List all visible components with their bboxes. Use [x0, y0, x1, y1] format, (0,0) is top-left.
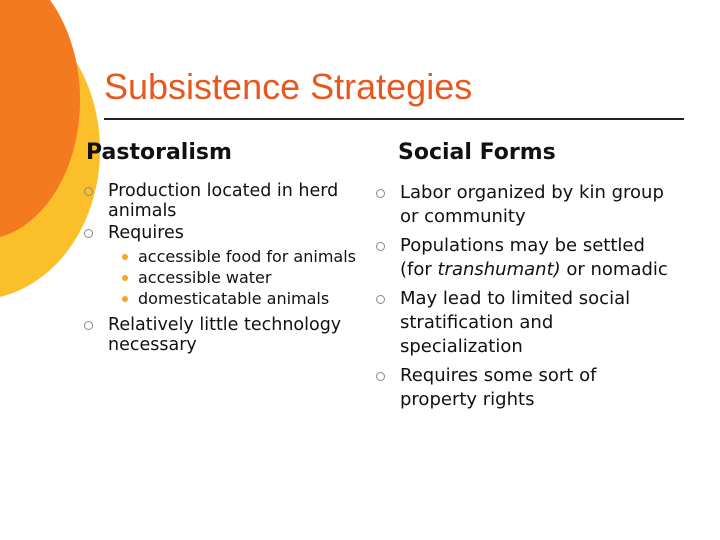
list-item	[56, 315, 356, 355]
requirements-sublist	[108, 247, 356, 309]
social-forms-column	[368, 140, 668, 417]
list-item-text: Labor organized by kin group or community	[400, 182, 664, 227]
list-item-text: May lead to limited social stratification and specialization	[400, 288, 631, 357]
pastoralism-list	[56, 181, 356, 355]
sub-list-item	[108, 247, 356, 267]
list-item	[368, 181, 668, 229]
sub-list-item-text: accessible food for animals	[138, 247, 356, 266]
sub-list-item-text: accessible water	[138, 268, 272, 287]
ring-bullet-icon	[376, 295, 385, 304]
list-item-text-italic: transhumant)	[437, 259, 561, 280]
list-item	[368, 234, 668, 282]
ring-bullet-icon	[84, 321, 93, 330]
dot-bullet-icon	[122, 296, 128, 302]
list-item-text: Production located in herd animals	[108, 181, 339, 221]
list-item-text-end: or nomadic	[560, 259, 668, 280]
dot-bullet-icon	[122, 275, 128, 281]
list-item	[368, 287, 668, 359]
pastoralism-column	[56, 140, 356, 357]
list-item	[56, 223, 356, 309]
list-item	[56, 181, 356, 221]
ring-bullet-icon	[376, 189, 385, 198]
social-forms-list	[368, 181, 668, 412]
social-forms-heading: Social Forms	[398, 140, 556, 165]
ring-bullet-icon	[84, 187, 93, 196]
pastoralism-heading: Pastoralism	[86, 140, 232, 165]
sub-list-item	[108, 268, 356, 288]
ring-bullet-icon	[376, 372, 385, 381]
ring-bullet-icon	[84, 229, 93, 238]
ring-bullet-icon	[376, 242, 385, 251]
list-item	[368, 364, 668, 412]
slide-title: Subsistence Strategies	[104, 66, 473, 107]
dot-bullet-icon	[122, 254, 128, 260]
list-item-text: Requires	[108, 223, 184, 243]
sub-list-item	[108, 289, 356, 309]
title-divider	[104, 118, 684, 120]
sub-list-item-text: domesticatable animals	[138, 289, 330, 308]
list-item-text: Relatively little technology necessary	[108, 315, 342, 355]
list-item-text: Requires some sort of property rights	[400, 365, 597, 410]
list-item-text-start: Populations may be settled (for	[400, 235, 645, 280]
